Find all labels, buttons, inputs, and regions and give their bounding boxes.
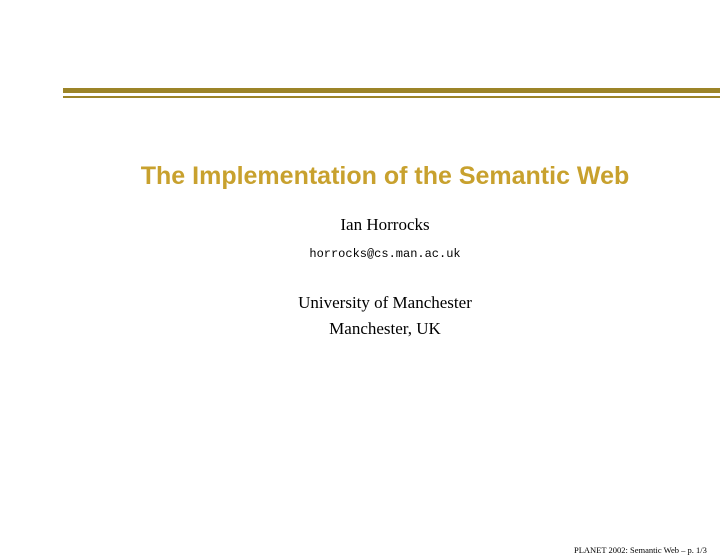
slide-footer: PLANET 2002: Semantic Web – p. 1/3 xyxy=(574,545,707,555)
slide-title: The Implementation of the Semantic Web xyxy=(140,162,630,190)
header-rule-thin xyxy=(63,96,720,98)
affiliation-location: Manchester, UK xyxy=(329,319,441,338)
author-name: Ian Horrocks xyxy=(340,215,430,234)
affiliation-university: University of Manchester xyxy=(298,293,472,312)
header-rule-thick xyxy=(63,88,720,93)
author-email: horrocks@cs.man.ac.uk xyxy=(309,247,461,261)
